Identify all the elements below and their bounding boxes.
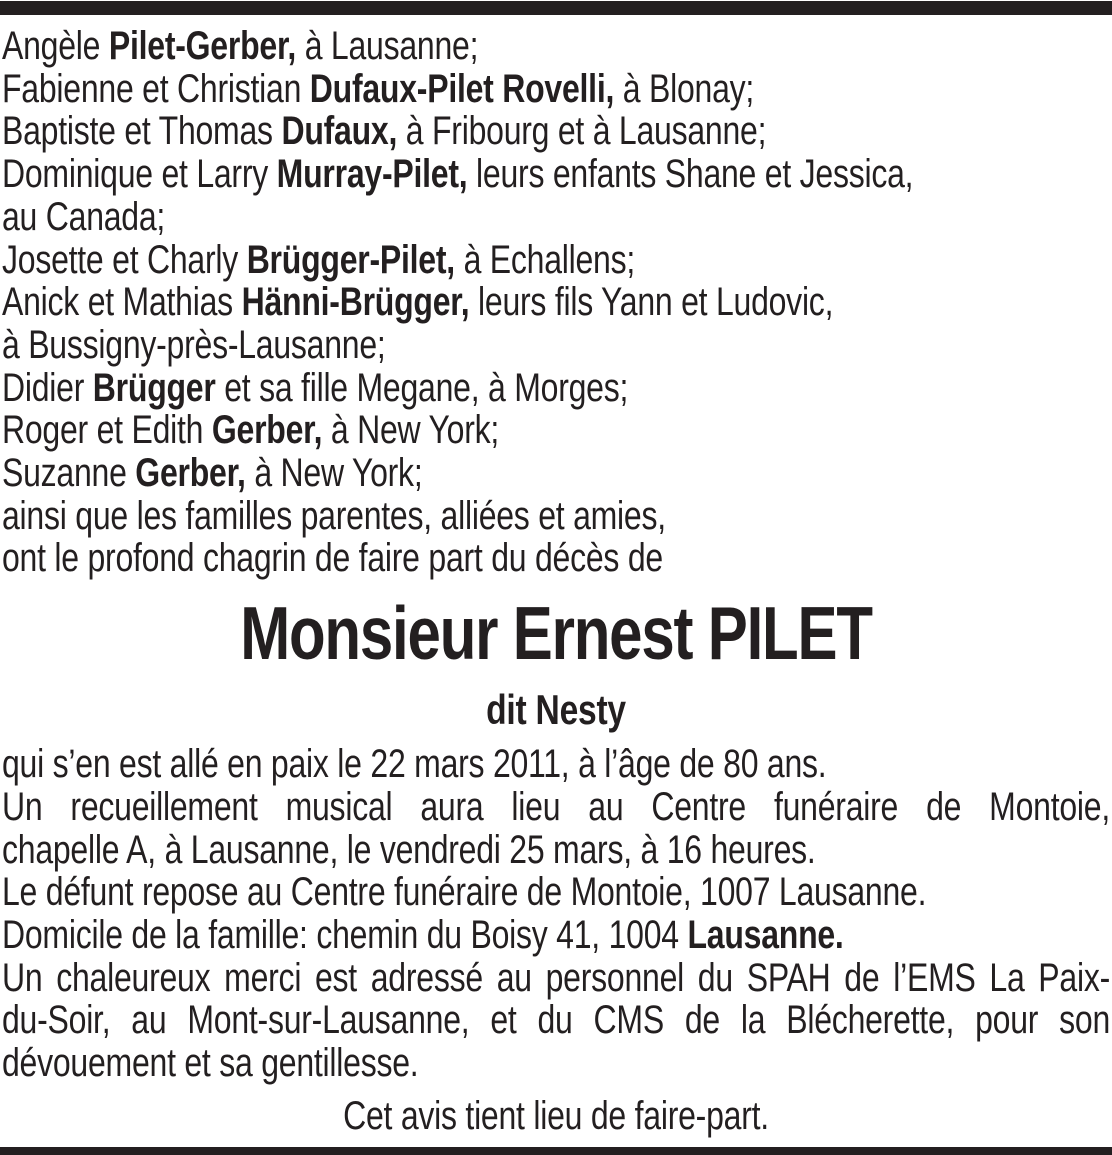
- bold-name-text: Dufaux,: [281, 109, 398, 154]
- announcement-line: [2, 999, 1110, 1042]
- line-text: au Canada;: [2, 194, 166, 239]
- line-text: à New York;: [322, 408, 500, 453]
- family-line: [2, 324, 1110, 367]
- line-text: Dominique et Larry: [2, 152, 277, 197]
- line-text: Baptiste et Thomas: [2, 109, 282, 154]
- notice-content: [2, 25, 1110, 1137]
- line-text: du-Soir, au Mont-sur-Lausanne, et du CMS de la Blécherette, pour son: [2, 998, 1110, 1043]
- line-text: à Echallens;: [454, 237, 636, 282]
- announcement-line: [2, 743, 1110, 786]
- line-text: Un recueillement musical aura lieu au Centre funéraire de Montoie,: [2, 784, 1110, 829]
- announcement-line: [2, 786, 1110, 829]
- bold-name-text: Murray-Pilet,: [276, 152, 468, 197]
- announcement-line: [2, 957, 1110, 1000]
- family-line: [2, 68, 1110, 111]
- family-line: [2, 452, 1110, 495]
- family-line: [2, 495, 1110, 538]
- line-text: Didier: [2, 365, 93, 410]
- line-text: à Blonay;: [614, 66, 755, 111]
- deceased-name-title: Monsieur Ernest PILET: [240, 591, 872, 676]
- line-text: à Bussigny-près-Lausanne;: [2, 322, 386, 367]
- line-text: Josette et Charly: [2, 237, 247, 282]
- family-line: [2, 153, 1110, 196]
- line-text: à Fribourg et à Lausanne;: [397, 109, 767, 154]
- line-text: Domicile de la famille: chemin du Boisy 41, 1004: [2, 912, 688, 957]
- line-text: Un chaleureux merci est adressé au personnel du SPAH de l’EMS La Paix-: [2, 955, 1110, 1000]
- family-line: [2, 25, 1110, 68]
- line-text: leurs enfants Shane et Jessica,: [467, 152, 914, 197]
- announcement-line: [2, 914, 1110, 957]
- closing-line: Cet avis tient lieu de faire-part.: [343, 1093, 769, 1138]
- family-lines: [2, 25, 1110, 580]
- line-text: Roger et Edith: [2, 408, 212, 453]
- line-text: ont le profond chagrin de faire part du décès de: [2, 536, 663, 581]
- line-text: qui s’en est allé en paix le 22 mars 2011, à l’âge de 80 ans.: [2, 742, 827, 787]
- family-line: [2, 367, 1110, 410]
- announcement-line: [2, 1042, 1110, 1085]
- line-text: chapelle A, à Lausanne, le vendredi 25 mars, à 16 heures.: [2, 827, 816, 872]
- bottom-divider-bar: [0, 1147, 1112, 1155]
- family-line: [2, 239, 1110, 282]
- line-text: leurs fils Yann et Ludovic,: [469, 280, 834, 325]
- bold-name-text: Hänni-Brügger,: [241, 280, 470, 325]
- deceased-nickname: dit Nesty: [486, 686, 626, 734]
- announcement-line: [2, 829, 1110, 872]
- bold-name-text: Brügger: [92, 365, 216, 410]
- bold-name-text: Brügger-Pilet,: [246, 237, 455, 282]
- line-text: Le défunt repose au Centre funéraire de Montoie, 1007 Lausanne.: [2, 870, 927, 915]
- bold-name-text: Gerber,: [135, 451, 246, 496]
- line-text: dévouement et sa gentillesse.: [2, 1041, 419, 1086]
- line-text: Suzanne: [2, 451, 136, 496]
- family-line: [2, 110, 1110, 153]
- announcement-lines: [2, 743, 1110, 1085]
- bold-name-text: Lausanne.: [687, 912, 844, 957]
- bold-name-text: Gerber,: [211, 408, 323, 453]
- line-text: Anick et Mathias: [2, 280, 242, 325]
- family-line: [2, 537, 1110, 580]
- announcement-line: [2, 871, 1110, 914]
- line-text: et sa fille Megane, à Morges;: [215, 365, 629, 410]
- line-text: ainsi que les familles parentes, alliées et amies,: [2, 493, 666, 538]
- bold-name-text: Pilet-Gerber,: [108, 24, 297, 68]
- top-divider-bar: [0, 1, 1112, 15]
- family-line: [2, 409, 1110, 452]
- family-line: [2, 196, 1110, 239]
- line-text: à New York;: [245, 451, 423, 496]
- bold-name-text: Dufaux-Pilet Rovelli,: [309, 66, 615, 111]
- family-line: [2, 281, 1110, 324]
- line-text: à Lausanne;: [296, 24, 479, 68]
- line-text: Angèle: [2, 24, 109, 68]
- line-text: Fabienne et Christian: [2, 66, 310, 111]
